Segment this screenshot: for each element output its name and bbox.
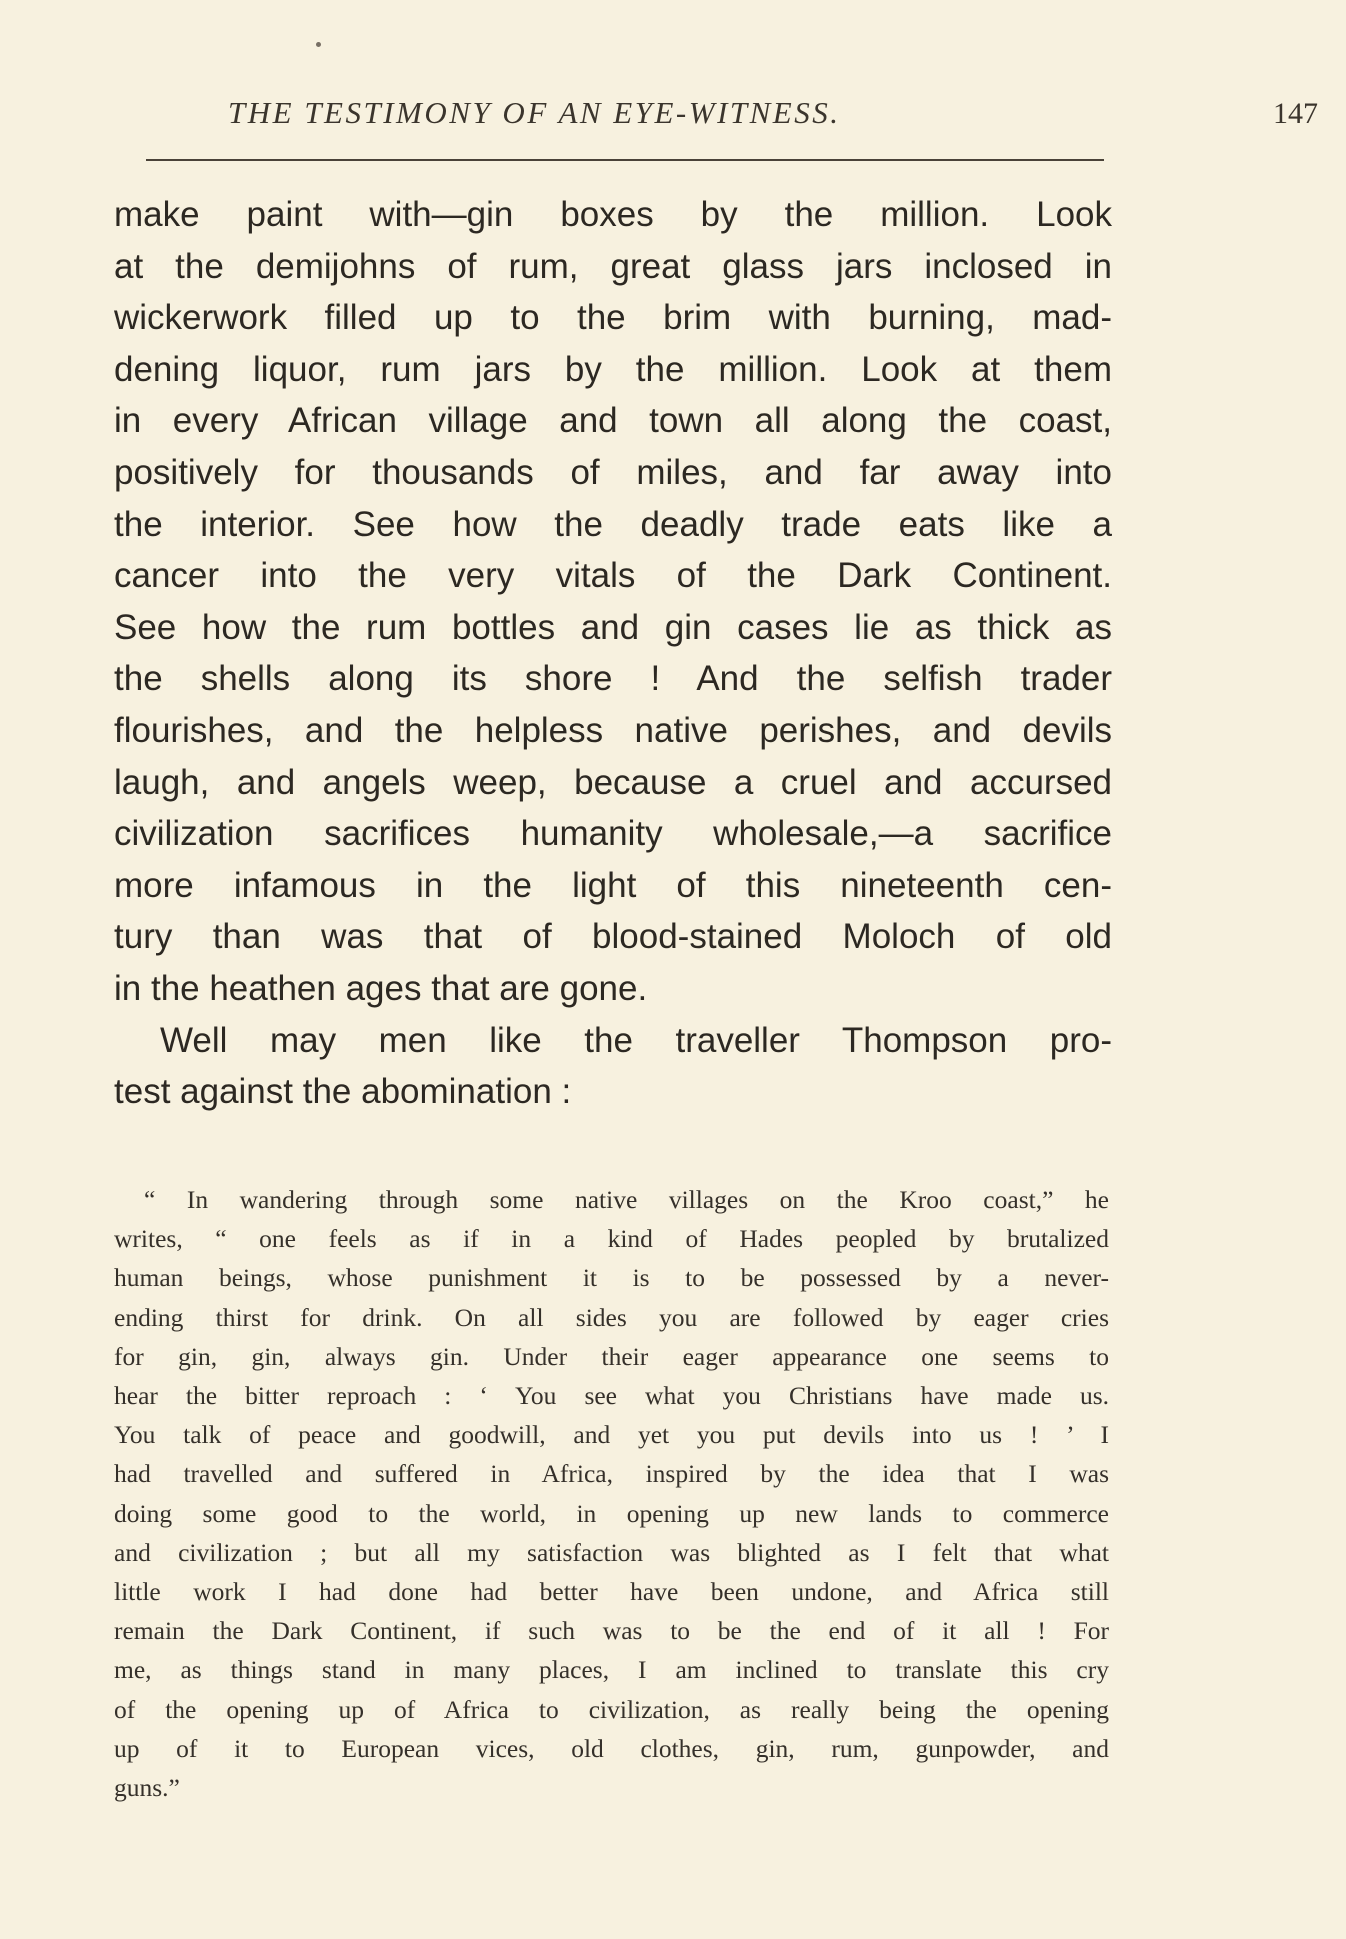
text-line: in every African village and town all along the coast, [114,401,1112,441]
page-number: 147 [1273,97,1318,130]
quote-line: and civilization ; but all my satisfaction was blighted as I felt that what [114,1537,1109,1567]
text-line: the interior. See how the deadly trade eats like a [114,504,1112,544]
quote-line: ending thirst for drink. On all sides you are followed by eager cries [114,1302,1109,1332]
quote-line: remain the Dark Continent, if such was to be the end of it all ! For [114,1616,1109,1646]
page-speck [316,42,321,47]
quote-line: “ In wandering through some native villages on the Kroo coast,” he [144,1185,1109,1214]
text-line: Well may men like the traveller Thompson pro- [160,1020,1112,1060]
page-header [228,95,1346,139]
text-line: See how the rum bottles and gin cases lie as thick as [114,607,1112,647]
quote-line: me, as things stand in many places, I am inclined to translate this cry [114,1655,1109,1685]
quote-line: of the opening up of Africa to civilization, as really being the opening [114,1694,1109,1724]
text-line: civilization sacrifices humanity wholesale,—a sacrifice [114,814,1112,854]
text-line: tury than was that of blood-stained Moloch of old [114,917,1112,957]
text-line: positively for thousands of miles, and far away into [114,452,1112,492]
quote-line: up of it to European vices, old clothes, gin, rum, gunpowder, and [114,1733,1109,1763]
text-line: make paint with—gin boxes by the million. Look [114,195,1112,234]
block-quote [114,1180,1109,1807]
quote-line: had travelled and suffered in Africa, inspired by the idea that I was [114,1459,1109,1489]
quote-line: human beings, whose punishment it is to be possessed by a never- [114,1263,1109,1293]
quote-line: guns.” [114,1773,180,1803]
text-line: dening liquor, rum jars by the million. Look at them [114,349,1112,389]
text-line: test against the abomination : [114,1072,572,1112]
quote-line: little work I had done had better have been undone, and Africa still [114,1577,1109,1607]
quote-line: doing some good to the world, in opening up new lands to commerce [114,1498,1109,1528]
text-line: the shells along its shore ! And the selfish trader [114,659,1112,699]
text-line: flourishes, and the helpless native perishes, and devils [114,710,1112,750]
text-line: laugh, and angels weep, because a cruel and accursed [114,762,1112,802]
quote-line: writes, “ one feels as if in a kind of Hades peopled by brutalized [114,1224,1109,1254]
text-line: more infamous in the light of this nineteenth cen- [114,865,1112,905]
quote-line: hear the bitter reproach : ‘ You see what you Christians have made us. [114,1381,1109,1411]
text-line: cancer into the very vitals of the Dark Continent. [114,556,1112,596]
text-line: wickerwork filled up to the brim with burning, mad- [114,298,1112,338]
text-line: at the demijohns of rum, great glass jars inclosed in [114,246,1112,286]
quote-line: for gin, gin, always gin. Under their eager appearance one seems to [114,1341,1109,1371]
text-line: in the heathen ages that are gone. [114,968,648,1008]
quote-line: You talk of peace and goodwill, and yet you put devils into us ! ’ I [114,1420,1109,1450]
main-text [114,189,1112,1118]
header-rule [146,159,1104,161]
running-head: THE TESTIMONY OF AN EYE-WITNESS. [228,95,841,130]
